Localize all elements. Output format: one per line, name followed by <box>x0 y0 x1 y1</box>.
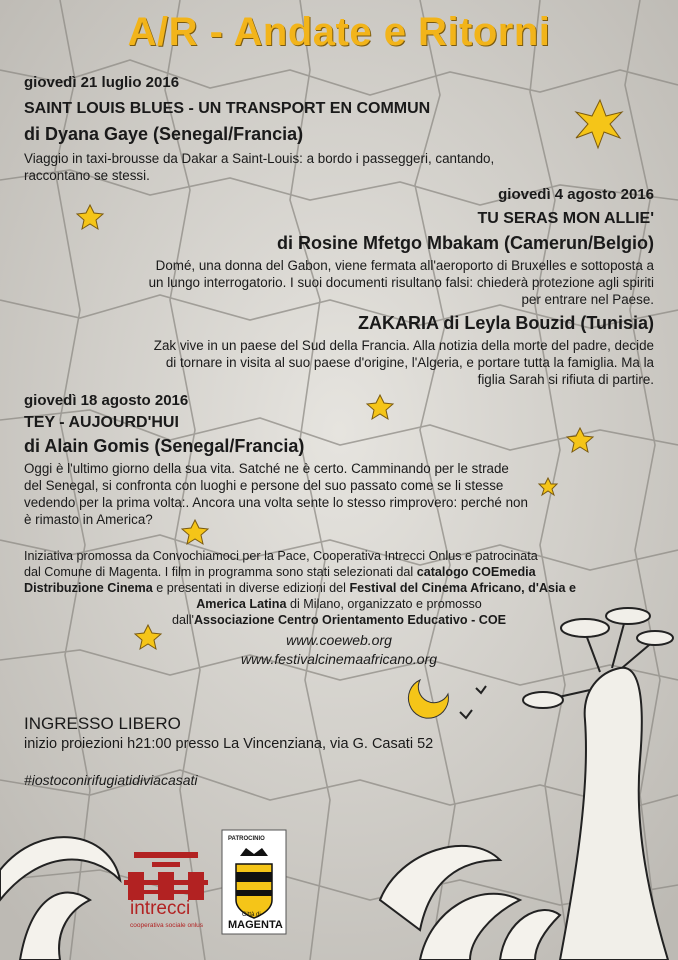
event-date: giovedì 4 agosto 2016 <box>498 186 654 203</box>
patrocinio-label: PATROCINIO <box>228 836 265 842</box>
poster-title: A/R - Andate e Ritorni <box>127 10 551 54</box>
film-description-line: figlia Sarah si rifiuta di partire. <box>477 372 654 387</box>
intrecci-logo-label: intrecci <box>130 898 191 919</box>
film-title: ZAKARIA di Leyla Bouzid (Tunisia) <box>358 313 654 333</box>
film-description-line: è rimasto in America? <box>24 512 153 527</box>
credits-line: dall'Associazione Centro Orientamento Educativo - COE <box>171 613 507 627</box>
event-date: giovedì 18 agosto 2016 <box>24 392 189 409</box>
film-description-line: un lungo interrogatorio. I suoi documenti risultano falsi: chiederà protezione agli spiriti <box>148 275 654 290</box>
film-description-line: del Senegal, si confronta con luoghi e persone del suo passato come se li stesse <box>24 478 504 493</box>
website-link[interactable]: www.festivalcinemaafricano.org <box>240 651 438 667</box>
film-director: di Alain Gomis (Senegal/Francia) <box>24 436 305 456</box>
film-description-line: Oggi è l'ultimo giorno della sua vita. Satché ne è certo. Camminando per le strade <box>24 461 509 476</box>
film-description-line: Zak vive in un paese del Sud della Francia. Alla notizia della morte del padre, decide <box>153 338 654 353</box>
film-title: TEY - AUJOURD'HUI <box>24 414 179 431</box>
film-description-line: per entrare nel Paese. <box>521 292 654 307</box>
film-description-line: Viaggio in taxi-brousse da Dakar a Saint-Louis: a bordo i passeggeri, cantando, <box>24 151 495 166</box>
film-description-line: vedendo per la prima volta:. Ancora una volta sente lo stesso rimprovero: perché non <box>24 495 528 510</box>
film-description-line: Domé, una donna del Gabon, viene fermata all'aeroporto di Bruxelles e sottoposta a <box>155 258 654 273</box>
credits-line: America Latina di Milano, organizzato e promosso <box>196 597 482 611</box>
film-title: SAINT LOUIS BLUES - UN TRANSPORT EN COMMUN <box>24 100 431 117</box>
credits-line: Distribuzione Cinema e presentati in diverse edizioni del Festival del Cinema Africano, d'Asia e <box>24 581 576 595</box>
film-description-line: di tornare in visita al suo paese d'origine, l'Algeria, e portare tutta la famiglia. Ma la <box>165 355 654 370</box>
intrecci-logo-subtitle: cooperativa sociale onlus <box>130 922 203 929</box>
free-entry-label: INGRESSO LIBERO <box>24 714 181 733</box>
magenta-logo-label: MAGENTA <box>228 919 283 931</box>
website-link[interactable]: www.coeweb.org <box>286 632 392 648</box>
screening-info: inizio proiezioni h21:00 presso La Vincenziana, via G. Casati 52 <box>24 736 434 752</box>
hashtag: #iostoconirifugiatidiviacasati <box>24 772 198 788</box>
credits-line: dal Comune di Magenta. I film in programma sono stati selezionati dal catalogo COEmedia <box>24 565 536 579</box>
event-date: giovedì 21 luglio 2016 <box>24 74 180 91</box>
film-director: di Rosine Mfetgo Mbakam (Camerun/Belgio) <box>276 233 654 253</box>
film-title: TU SERAS MON ALLIE' <box>477 210 654 227</box>
credits-line: Iniziativa promossa da Convochiamoci per la Pace, Cooperativa Intrecci Onlus e patrocinata <box>24 549 538 563</box>
film-description-line: raccontano se stessi. <box>24 168 150 183</box>
film-director: di Dyana Gaye (Senegal/Francia) <box>24 124 304 144</box>
magenta-city-label: Città di <box>242 912 261 918</box>
